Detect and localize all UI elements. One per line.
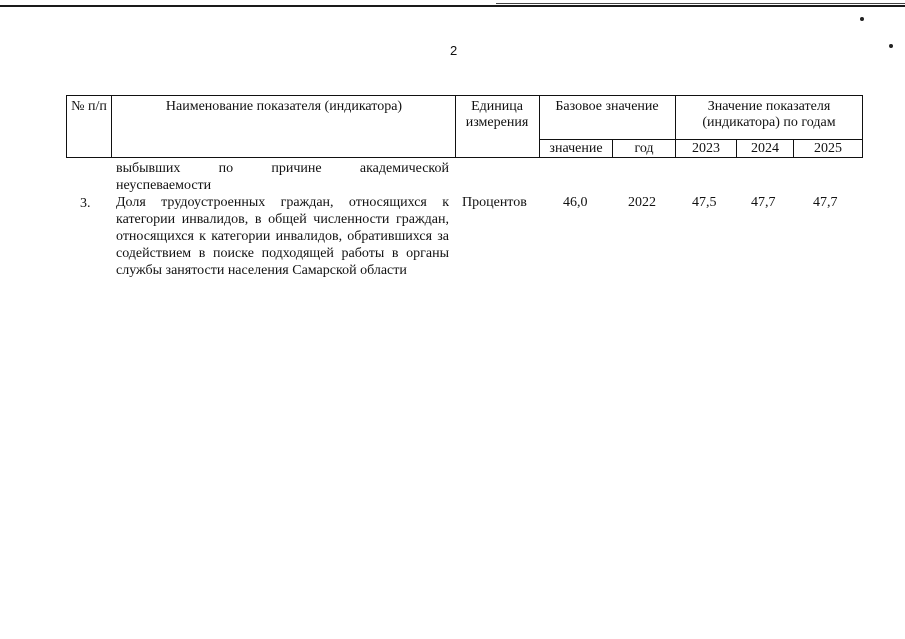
scan-edge-line — [0, 5, 905, 7]
subheader-value: значение — [549, 141, 603, 156]
scan-speck — [889, 44, 893, 48]
header-indicator-name: Наименование показателя (индикатора) — [165, 99, 403, 114]
continuation-text-line: неуспеваемости — [116, 178, 212, 193]
subheader-year-2025: 2025 — [814, 141, 842, 156]
row-base-value: 46,0 — [563, 195, 588, 210]
table-subheader-line — [539, 139, 863, 140]
table-border — [111, 95, 112, 158]
row-value-2025: 47,7 — [813, 195, 838, 210]
row-value-2024: 47,7 — [751, 195, 776, 210]
row-indicator-name: Доля трудоустроенных граждан, относящихся к категории инвалидов, в общей численности граждан, относящихся к категории инвалидов, обратившихся за содействием в поиске подходящей работы в органы службы занятости населения Самарской области — [116, 195, 449, 278]
header-number: № п/п — [71, 99, 107, 114]
continuation-text-line: выбывших по причине академической — [116, 161, 449, 176]
table-border-left — [66, 95, 67, 158]
subheader-year-2023: 2023 — [692, 141, 720, 156]
table-top-border — [66, 95, 863, 96]
row-number: 3. — [80, 196, 91, 211]
header-unit: Единица измерения — [465, 99, 529, 130]
row-base-year: 2022 — [628, 195, 656, 210]
table-header-bottom-border — [66, 157, 863, 158]
subheader-year-2024: 2024 — [751, 141, 779, 156]
scan-edge-line — [496, 3, 905, 4]
scan-speck — [860, 17, 864, 21]
page-number: 2 — [450, 43, 458, 58]
header-yearly-values: Значение показателя (индикатора) по годам — [702, 99, 836, 130]
table-border — [455, 95, 456, 158]
table-border-right — [862, 95, 863, 158]
row-unit: Процентов — [462, 195, 527, 210]
header-base-value: Базовое значение — [555, 99, 659, 114]
row-value-2023: 47,5 — [692, 195, 717, 210]
subheader-year: год — [634, 141, 654, 156]
